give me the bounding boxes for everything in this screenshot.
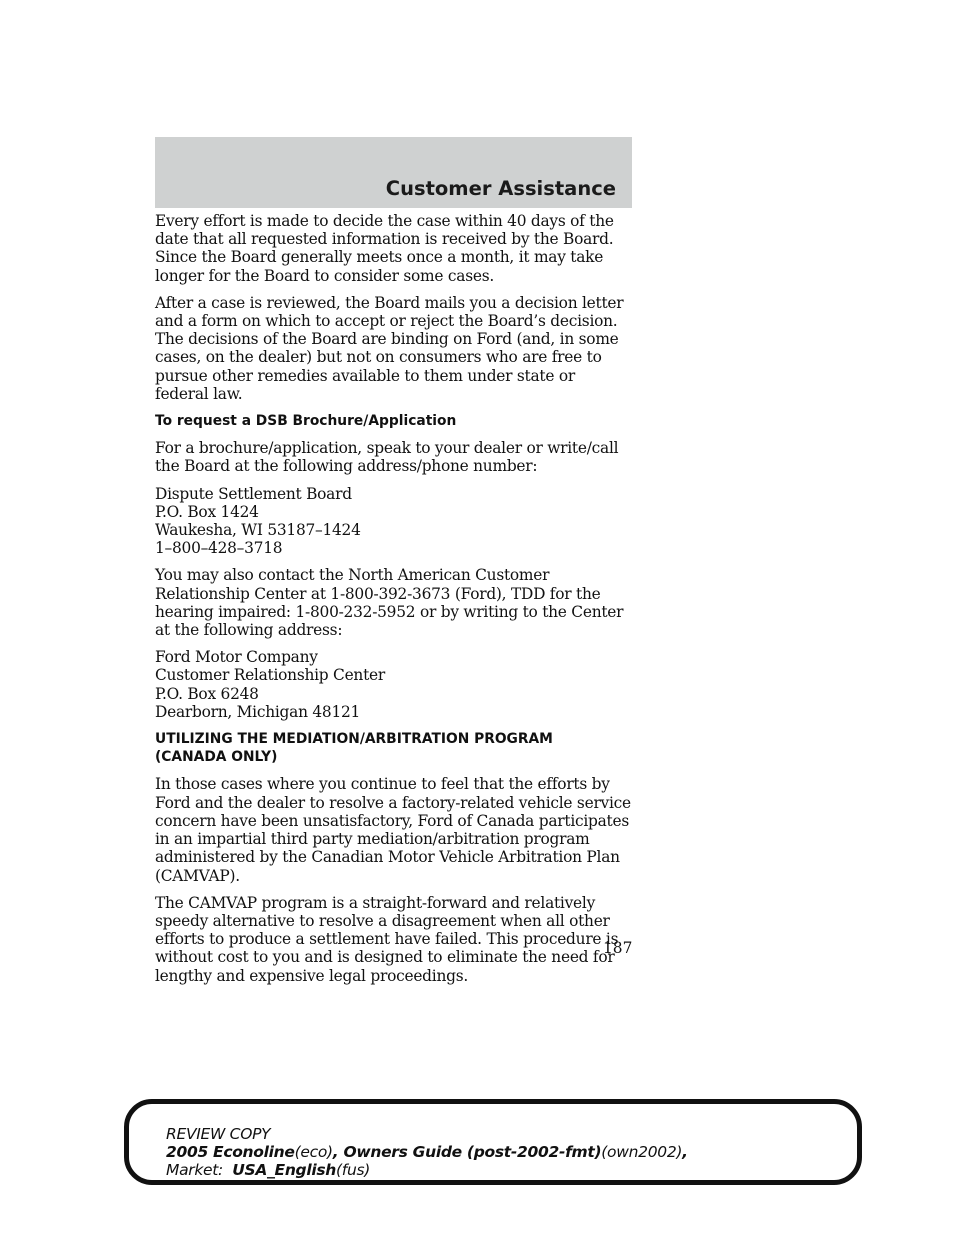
review-copy-label: REVIEW COPY <box>166 1125 271 1143</box>
heading-mediation-program <box>155 730 633 766</box>
review-copy-text <box>166 1125 688 1179</box>
phone-line: 1–800–428–3718 <box>155 539 283 558</box>
header-band <box>155 137 632 208</box>
address-line: P.O. Box 1424 <box>155 502 259 521</box>
paragraph-camvap-details: The CAMVAP program is a straight-forward and relatively speedy alternative to resolve a disagreement when all other efforts to produce a settlement have failed. This procedure is without cost to you and is designed to eliminate the need for lengthy and expensive legal proceedings. <box>155 893 619 985</box>
address-line: Dearborn, Michigan 48121 <box>155 702 361 721</box>
page-content <box>155 212 633 994</box>
footer-model-line: 2005 Econoline(eco), Owners Guide (post-2002-fmt)(own2002), <box>166 1143 688 1161</box>
paragraph-camvap-intro: In those cases where you continue to feel that the efforts by Ford and the dealer to resolve a factory-related vehicle service concern have been unsatisfactory, Ford of Canada participates in an impartial third party mediation/arbitration program administered by the Canadian Motor Vehicle Arbitration Plan (CAMVAP). <box>155 775 631 885</box>
address-line: Dispute Settlement Board <box>155 484 352 503</box>
paragraph-relationship-center: You may also contact the North American Customer Relationship Center at 1-800-392-3673 (Ford), TDD for the hearing impaired: 1-800-232-5952 or by writing to the Center at the following address: <box>155 566 624 640</box>
address-line: P.O. Box 6248 <box>155 684 259 703</box>
address-line: Ford Motor Company <box>155 648 318 667</box>
dsb-address <box>155 485 633 558</box>
address-line: Waukesha, WI 53187–1424 <box>155 521 361 540</box>
heading-dsb-brochure: To request a DSB Brochure/Application <box>155 413 457 430</box>
heading-line: (CANADA ONLY) <box>155 749 278 766</box>
paragraph-board-decision: After a case is reviewed, the Board mails you a decision letter and a form on which to accept or reject the Board’s decision. The decisions of the Board are binding on Ford (and, in some cases, on the dealer) but not on consumers who are free to pursue other remedies available to them under state or federal law. <box>155 293 624 403</box>
paragraph-decision-timing: Every effort is made to decide the case within 40 days of the date that all requested information is received by the Board. Since the Board generally meets once a month, it may take longer for the Board to consider some cases. <box>155 212 614 285</box>
section-title: Customer Assistance <box>385 177 616 200</box>
paragraph-brochure-request: For a brochure/application, speak to your dealer or write/call the Board at the following address/phone number: <box>155 439 619 476</box>
address-line: Customer Relationship Center <box>155 666 385 685</box>
footer-market-line: Market: USA_English(fus) <box>166 1161 370 1179</box>
heading-line: UTILIZING THE MEDIATION/ARBITRATION PROGRAM <box>155 731 553 748</box>
page-number: 187 <box>603 939 633 957</box>
ford-address <box>155 648 633 721</box>
